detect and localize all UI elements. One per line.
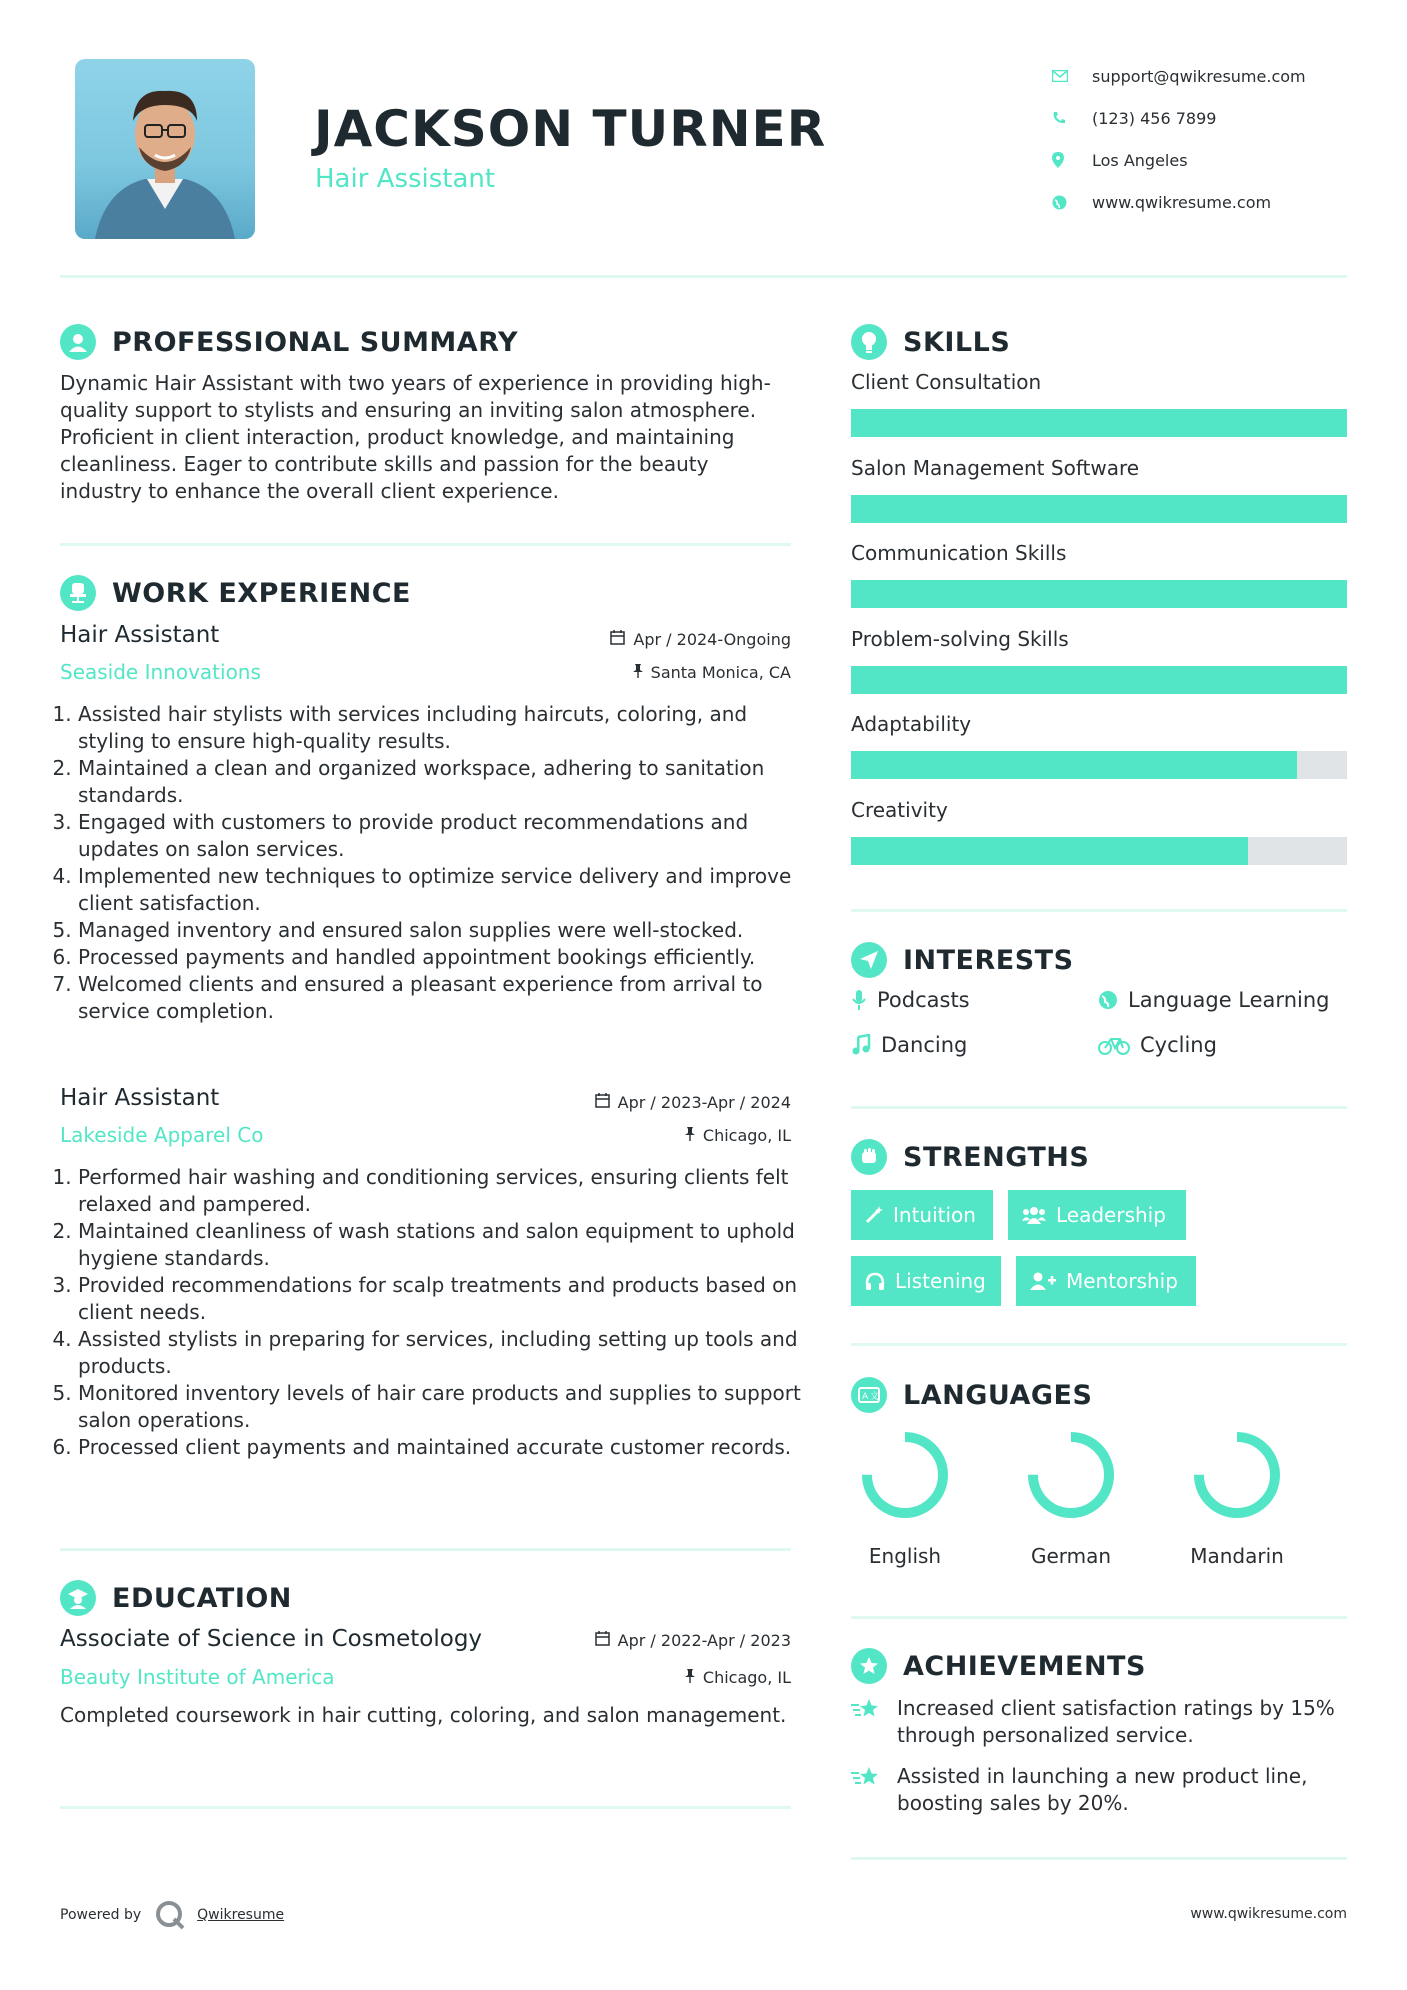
music-note-icon [851,1034,871,1056]
interest-podcasts: Podcasts [851,988,970,1012]
headphones-icon [865,1272,885,1290]
star-icon [851,1695,897,1749]
duty-item: 1. Assisted hair stylists with services including haircuts, coloring, and styling to ensure high-quality results. [78,701,813,755]
interest-dancing: Dancing [851,1033,967,1057]
interest-cycling: Cycling [1098,1033,1217,1057]
skills-divider [851,909,1347,912]
job-1-title: Hair Assistant [60,622,220,648]
language-proficiency-arc [1199,1437,1275,1513]
header-divider [60,275,1347,278]
contact-website[interactable]: www.qwikresume.com [1052,181,1306,223]
skill-bar-fill [851,409,1347,437]
svg-text:文: 文 [870,1392,880,1402]
strengths-heading: STRENGTHS [851,1139,1089,1175]
skill-bar-fill [851,837,1248,865]
job-2-duties [60,1164,813,1461]
achievements-divider [851,1857,1347,1860]
language-proficiency-arc [1033,1437,1109,1513]
contact-block [1052,55,1306,223]
job-2-location: Chicago, IL [685,1126,791,1145]
qwikresume-logo-icon [155,1900,185,1930]
interests-divider [851,1106,1347,1109]
job-1-company: Seaside Innovations [60,660,261,684]
skill-bar-fill [851,751,1297,779]
interests-heading: INTERESTS [851,942,1074,978]
achievement-2: Assisted in launching a new product line, boosting sales by 20%. [851,1763,1347,1817]
education-text: Completed coursework in hair cutting, coloring, and salon management. [60,1703,787,1727]
fist-icon [851,1139,887,1175]
education-divider [60,1806,791,1809]
skill-bar [851,837,1347,865]
strength-mentorship: Mentorship [1016,1256,1196,1306]
duty-item: 3. Provided recommendations for scalp treatments and products based on client needs. [78,1272,813,1326]
job-1-date: Apr / 2024-Ongoing [610,630,791,649]
strengths-divider [851,1343,1347,1346]
bicycle-icon [1098,1035,1130,1055]
globe-icon [1052,195,1092,210]
duty-item: 2. Maintained cleanliness of wash stations and salon equipment to uphold hygiene standards. [78,1218,813,1272]
svg-text:A: A [862,1392,869,1402]
skill-label: Problem-solving Skills [851,626,1069,651]
strength-intuition: Intuition [851,1190,993,1240]
languages-heading: A 文 LANGUAGES [851,1377,1092,1413]
candidate-role: Hair Assistant [315,164,496,194]
duty-item: 5. Managed inventory and ensured salon supplies were well-stocked. [78,917,813,944]
chair-icon [60,575,96,611]
duty-item: 5. Monitored inventory levels of hair care products and supplies to support salon operations. [78,1380,813,1434]
calendar-icon [610,630,625,649]
experience-heading: WORK EXPERIENCE [60,575,411,611]
globe-icon [1098,990,1118,1010]
duty-item: 7. Welcomed clients and ensured a pleasant experience from arrival to service completion. [78,971,813,1025]
job-2-title: Hair Assistant [60,1085,220,1111]
skill-bar-fill [851,495,1347,523]
users-icon [1022,1206,1046,1224]
summary-divider [60,543,791,546]
profile-photo [75,59,255,239]
skill-bar [851,666,1347,694]
contact-location: Los Angeles [1052,139,1306,181]
phone-icon [1052,111,1092,125]
qwikresume-link[interactable]: Qwikresume [197,1907,285,1923]
map-pin-icon [1052,152,1092,168]
pushpin-icon [685,1668,695,1687]
languages-divider [851,1616,1347,1619]
language-icon [851,1377,887,1413]
job-2-date: Apr / 2023-Apr / 2024 [595,1093,791,1112]
star-icon [851,1763,897,1817]
paper-plane-icon [851,942,887,978]
skill-bar [851,751,1347,779]
education-heading: EDUCATION [60,1580,292,1616]
language-proficiency-ring [1192,1430,1282,1520]
language-proficiency-ring [860,1430,950,1520]
microphone-icon [851,989,867,1011]
duty-item: 6. Processed client payments and maintained accurate customer records. [78,1434,813,1461]
footer-website[interactable]: www.qwikresume.com [1190,1906,1347,1922]
interest-language-learning: Language Learning [1098,988,1329,1012]
summary-text: Dynamic Hair Assistant with two years of experience in providing high-quality support to stylists and ensuring an inviting salon atmosphere. Proficient in client interaction, product knowledge, and maintaining cleanliness. Eager to contribute skills and passion for the beauty industry to enhance the overall client experience. [60,371,771,503]
skill-label: Adaptability [851,712,972,736]
education-location: Chicago, IL [685,1668,791,1687]
skill-bar-fill [851,580,1347,608]
job-1-duties [60,701,813,1025]
pushpin-icon [633,663,643,682]
duty-item: 3. Engaged with customers to provide product recommendations and updates on salon services. [78,809,813,863]
contact-phone[interactable]: (123) 456 7899 [1052,97,1306,139]
education-date: Apr / 2022-Apr / 2023 [595,1631,791,1650]
skill-label: Creativity [851,797,948,822]
achievement-1: Increased client satisfaction ratings by 15% through personalized service. [851,1695,1347,1749]
education-school: Beauty Institute of America [60,1665,335,1689]
skill-label: Salon Management Software [851,455,1140,480]
calendar-icon [595,1631,610,1650]
pushpin-icon [685,1126,695,1145]
duty-item: 4. Assisted stylists in preparing for services, including setting up tools and products. [78,1326,813,1380]
skill-label: Communication Skills [851,541,1067,565]
contact-email[interactable]: support@qwikresume.com [1052,55,1306,97]
strength-leadership: Leadership [1008,1190,1186,1240]
footer-powered-by: Powered by Qwikresume [60,1900,284,1930]
star-badge-icon [851,1648,887,1684]
graduate-icon [60,1580,96,1616]
skills-heading: SKILLS [851,324,1010,360]
skill-bar [851,580,1347,608]
duty-item: 1. Performed hair washing and conditioning services, ensuring clients felt relaxed and pampered. [78,1164,813,1218]
magic-wand-icon [865,1206,883,1224]
skill-label: Client Consultation [851,370,1042,394]
candidate-name: JACKSON TURNER [314,100,827,158]
summary-heading: PROFESSIONAL SUMMARY [60,324,518,360]
strength-listening: Listening [851,1256,1001,1306]
duty-item: 6. Processed payments and handled appointment bookings efficiently. [78,944,813,971]
user-plus-icon [1030,1272,1056,1290]
job-2-company: Lakeside Apparel Co [60,1123,264,1147]
skill-bar-fill [851,666,1347,694]
user-icon [60,324,96,360]
achievements-heading: ACHIEVEMENTS [851,1648,1146,1684]
language-label: English [868,1544,942,1568]
envelope-icon [1052,70,1092,82]
skill-bar [851,495,1347,523]
education-degree: Associate of Science in Cosmetology [60,1626,483,1652]
language-proficiency-ring [1026,1430,1116,1520]
duty-item: 2. Maintained a clean and organized workspace, adhering to sanitation standards. [78,755,813,809]
skill-bar [851,409,1347,437]
language-proficiency-arc [867,1437,943,1513]
language-label: Mandarin [1190,1544,1284,1568]
job-1-location: Santa Monica, CA [633,663,791,682]
experience-divider [60,1548,791,1551]
lightbulb-icon [851,324,887,360]
duty-item: 4. Implemented new techniques to optimize service delivery and improve client satisfaction. [78,863,813,917]
calendar-icon [595,1093,610,1112]
language-label: German [1030,1544,1112,1568]
